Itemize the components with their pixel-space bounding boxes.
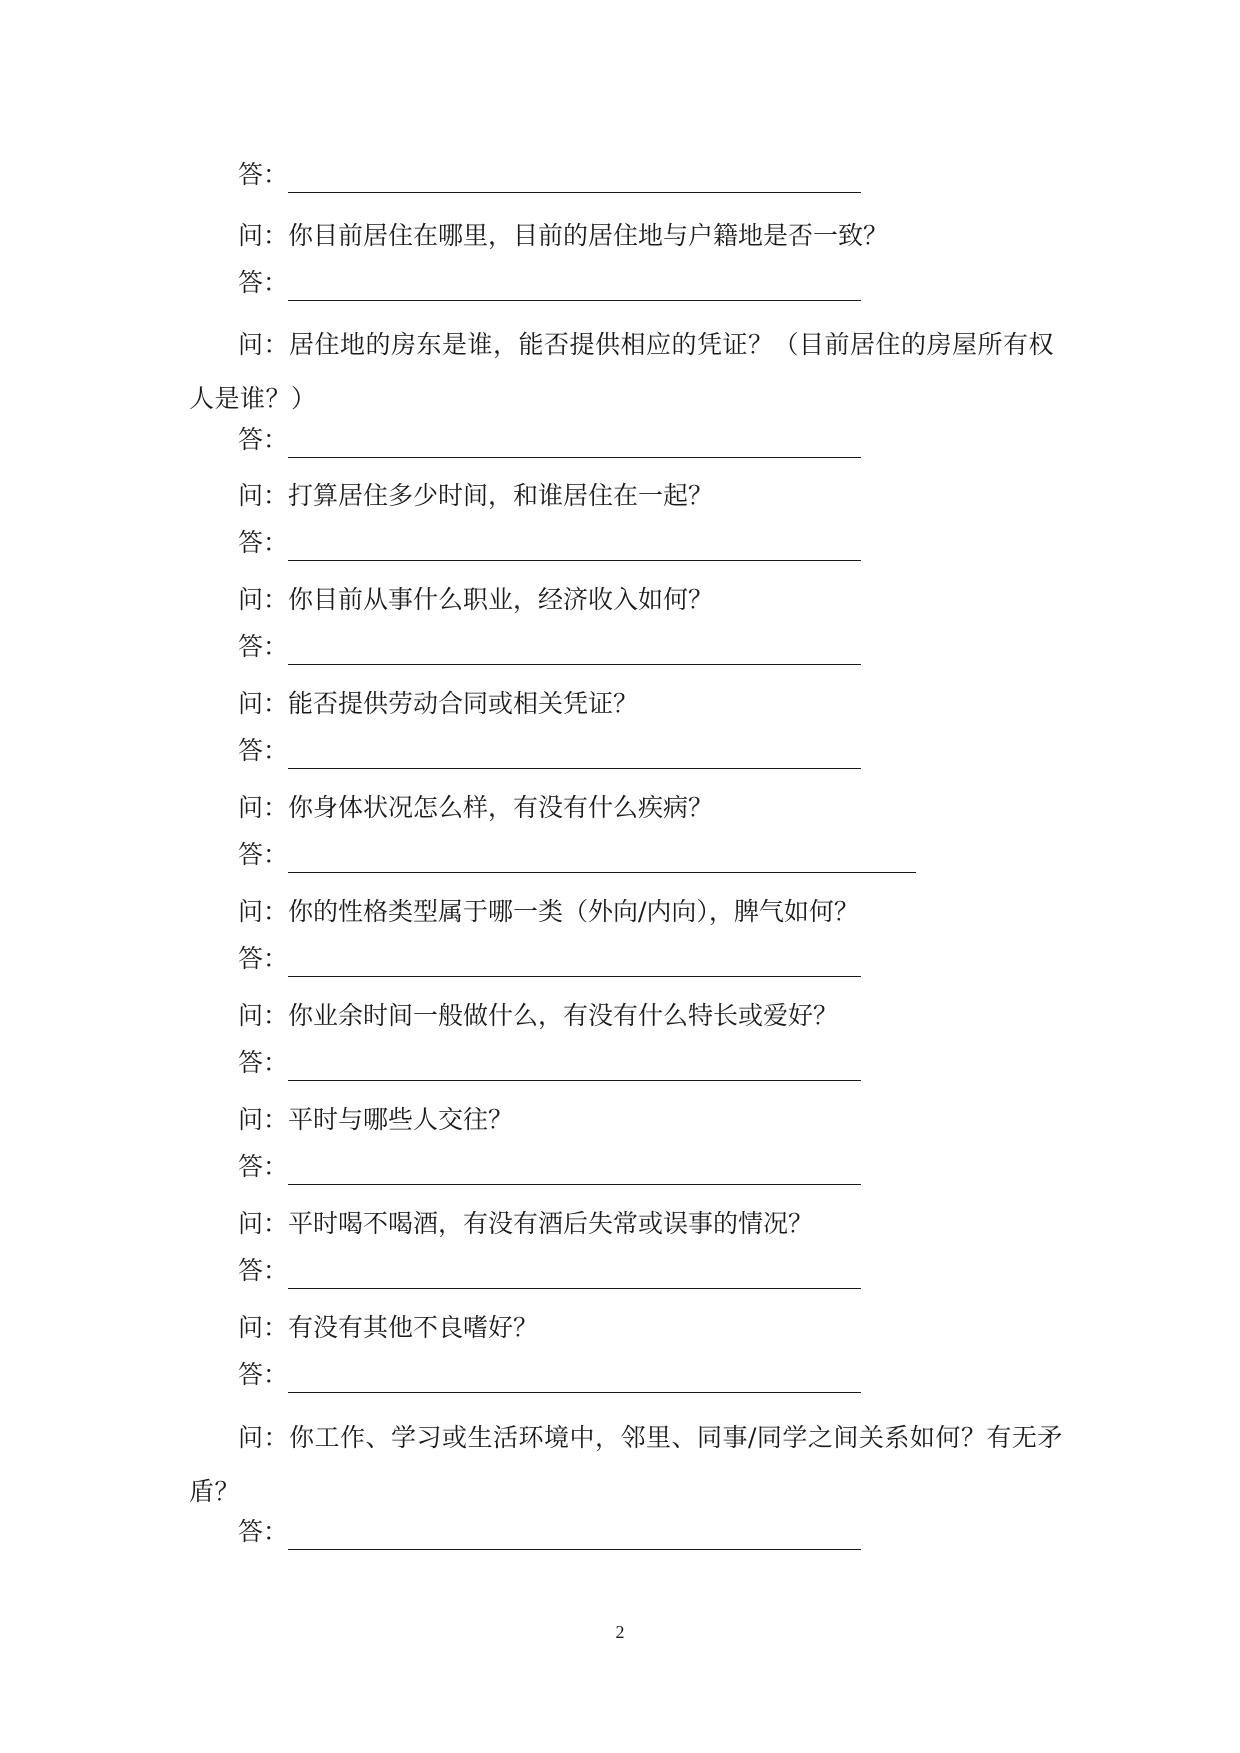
answer-label: 答： [238,1048,289,1077]
answer-blank-line[interactable] [288,1080,861,1081]
answer-blank-line[interactable] [288,1549,861,1550]
answer-label: 答： [238,1517,289,1546]
answer-blank-line[interactable] [288,976,861,977]
question-text: 问：你的性格类型属于哪一类（外向/内向），脾气如何？ [238,897,859,926]
question-text: 问：能否提供劳动合同或相关凭证？ [238,689,639,718]
question-text: 问：有没有其他不良嗜好？ [238,1313,539,1342]
answer-row [238,523,288,563]
answer-row [238,731,288,771]
answer-row [238,1355,288,1395]
answer-row [238,1512,288,1552]
answer-label: 答： [238,736,289,765]
question-text: 问：你业余时间一般做什么，有没有什么特长或爱好？ [238,1001,839,1030]
answer-row [238,835,288,875]
answer-blank-line[interactable] [288,872,916,873]
answer-label: 答： [238,160,289,189]
answer-row [238,263,288,303]
answer-row [238,1147,288,1187]
page-number: 2 [615,1622,625,1642]
question-text: 问：你目前从事什么职业，经济收入如何？ [238,585,714,614]
answer-blank-line[interactable] [288,1184,861,1185]
question-text: 问：平时与哪些人交往？ [238,1105,514,1134]
answer-row [238,939,288,979]
answer-blank-line[interactable] [288,457,861,458]
answer-blank-line[interactable] [288,664,861,665]
answer-blank-line[interactable] [288,1288,861,1289]
question-text: 问：平时喝不喝酒，有没有酒后失常或误事的情况？ [238,1209,814,1238]
answer-label: 答： [238,1256,289,1285]
answer-label: 答： [238,1152,289,1181]
answer-blank-line[interactable] [288,192,861,193]
question-text: 问：你身体状况怎么样，有没有什么疾病？ [238,793,714,822]
answer-blank-line[interactable] [288,300,861,301]
answer-blank-line[interactable] [288,768,861,769]
answer-row [238,155,288,195]
answer-label: 答： [238,632,289,661]
answer-blank-line[interactable] [288,1392,861,1393]
question-text: 问：你工作、学习或生活环境中，邻里、同事/同学之间关系如何？有无矛盾？ [189,1423,1063,1506]
answer-row [238,627,288,667]
question-text: 问：你目前居住在哪里，目前的居住地与户籍地是否一致？ [238,221,889,250]
answer-label: 答： [238,944,289,973]
answer-label: 答： [238,268,289,297]
question-text: 问：居住地的房东是谁，能否提供相应的凭证？（目前居住的房屋所有权人是谁？） [189,330,1055,413]
answer-label: 答： [238,425,289,454]
answer-row [238,420,288,460]
question-text: 问：打算居住多少时间，和谁居住在一起？ [238,481,714,510]
answer-label: 答： [238,528,289,557]
answer-row [238,1043,288,1083]
answer-label: 答： [238,840,289,869]
answer-row [238,1251,288,1291]
answer-blank-line[interactable] [288,560,861,561]
answer-label: 答： [238,1360,289,1389]
